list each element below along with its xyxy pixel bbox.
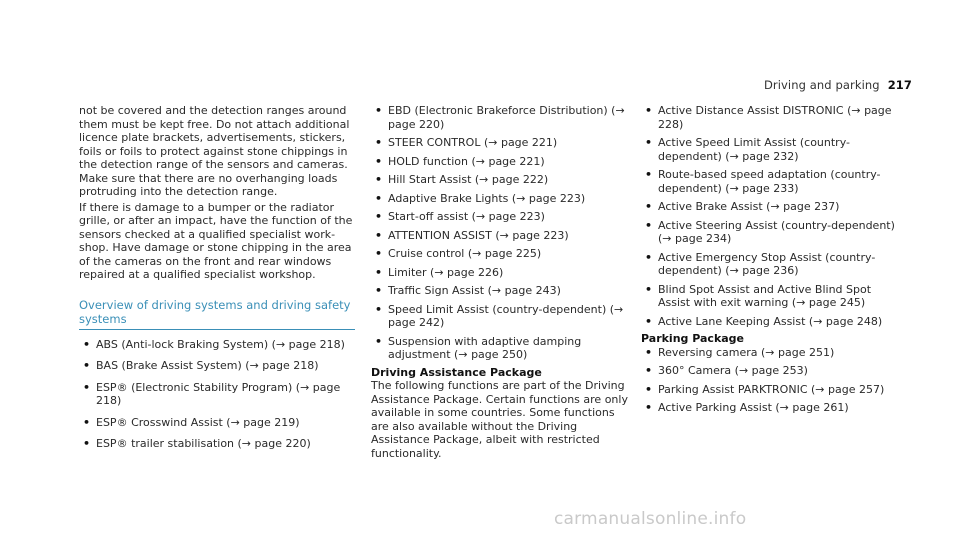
list-item: • Active Emergency Stop Assist (country-dependent) (→ page 236) [641,251,903,278]
body-paragraph: If there is damage to a bumper or the radiator grille, or after an impact, have the function of the sensors checked at a qualified specialist work-shop. Have damage or stone chipping in the area of the cameras on the front and rear windows repaired at a qualified specialist workshop. [79,200,353,281]
list-item: • Active Speed Limit Assist (country-dependent) (→ page 232) [641,136,903,163]
list-item: • Adaptive Brake Lights (→ page 223) [371,192,633,206]
list-item: • Reversing camera (→ page 251) [641,346,903,360]
list-item: • Speed Limit Assist (country-dependent) (→ page 242) [371,303,633,330]
list-item: • Hill Start Assist (→ page 222) [371,173,633,187]
body-paragraph: not be covered and the detection ranges around them must be kept free. Do not attach additional licence plate brackets, advertisements, stickers, foils or foils to protect against stone chippings in the detection range of the sensors and cameras. Make sure that there are no overhanging loads protruding into the detection range. [79,104,350,198]
list-item: • Active Parking Assist (→ page 261) [641,401,903,415]
column-1 [79,104,355,451]
watermark: carmanualsonline.info [554,509,747,529]
list-item: • Parking Assist PARKTRONIC (→ page 257) [641,383,903,397]
list-item: • ESP® (Electronic Stability Program) (→ page 218) [79,381,355,408]
list-item: • EBD (Electronic Brakeforce Distribution) (→ page 220) [371,104,633,131]
column-2 [371,104,633,460]
body-paragraph: The following functions are part of the Driving Assistance Package. Certain functions are only available in some countries. Some functions are also available without the Driving Assistance Package, albeit with restricted functionality. [371,379,628,460]
list-item: • Active Brake Assist (→ page 237) [641,200,903,214]
list-item: • Blind Spot Assist and Active Blind Spot Assist with exit warning (→ page 245) [641,283,903,310]
list-item: • ATTENTION ASSIST (→ page 223) [371,229,633,243]
list-item: • Start-off assist (→ page 223) [371,210,633,224]
list-item: • 360° Camera (→ page 253) [641,364,903,378]
list-item: • Route-based speed adaptation (country-dependent) (→ page 233) [641,168,903,195]
list-item: • Active Steering Assist (country-dependent) (→ page 234) [641,219,903,246]
driving-assistance-list [641,104,903,328]
list-item: • HOLD function (→ page 221) [371,155,633,169]
driving-systems-list [371,104,633,362]
list-item: • ESP® trailer stabilisation (→ page 220) [79,437,355,451]
column-3 [641,104,903,415]
list-item: • ESP® Crosswind Assist (→ page 219) [79,416,355,430]
section-title: Overview of driving systems and driving safety systems [79,298,355,330]
list-item: • Cruise control (→ page 225) [371,247,633,261]
driving-safety-list [79,338,355,451]
parking-package-list [641,346,903,415]
list-item: • Active Lane Keeping Assist (→ page 248) [641,315,903,329]
page-number: 217 [887,78,912,92]
list-item: • BAS (Brake Assist System) (→ page 218) [79,359,355,373]
list-item: • STEER CONTROL (→ page 221) [371,136,633,150]
list-item: • Traffic Sign Assist (→ page 243) [371,284,633,298]
page-header [764,78,912,92]
subheading: Driving Assistance Package [371,365,542,379]
subheading: Parking Package [641,332,745,345]
section-name: Driving and parking [763,78,880,92]
list-item: • Active Distance Assist DISTRONIC (→ page 228) [641,104,903,131]
list-item: • Suspension with adaptive damping adjustment (→ page 250) [371,335,633,362]
list-item: • ABS (Anti-lock Braking System) (→ page 218) [79,338,355,352]
list-item: • Limiter (→ page 226) [371,266,633,280]
